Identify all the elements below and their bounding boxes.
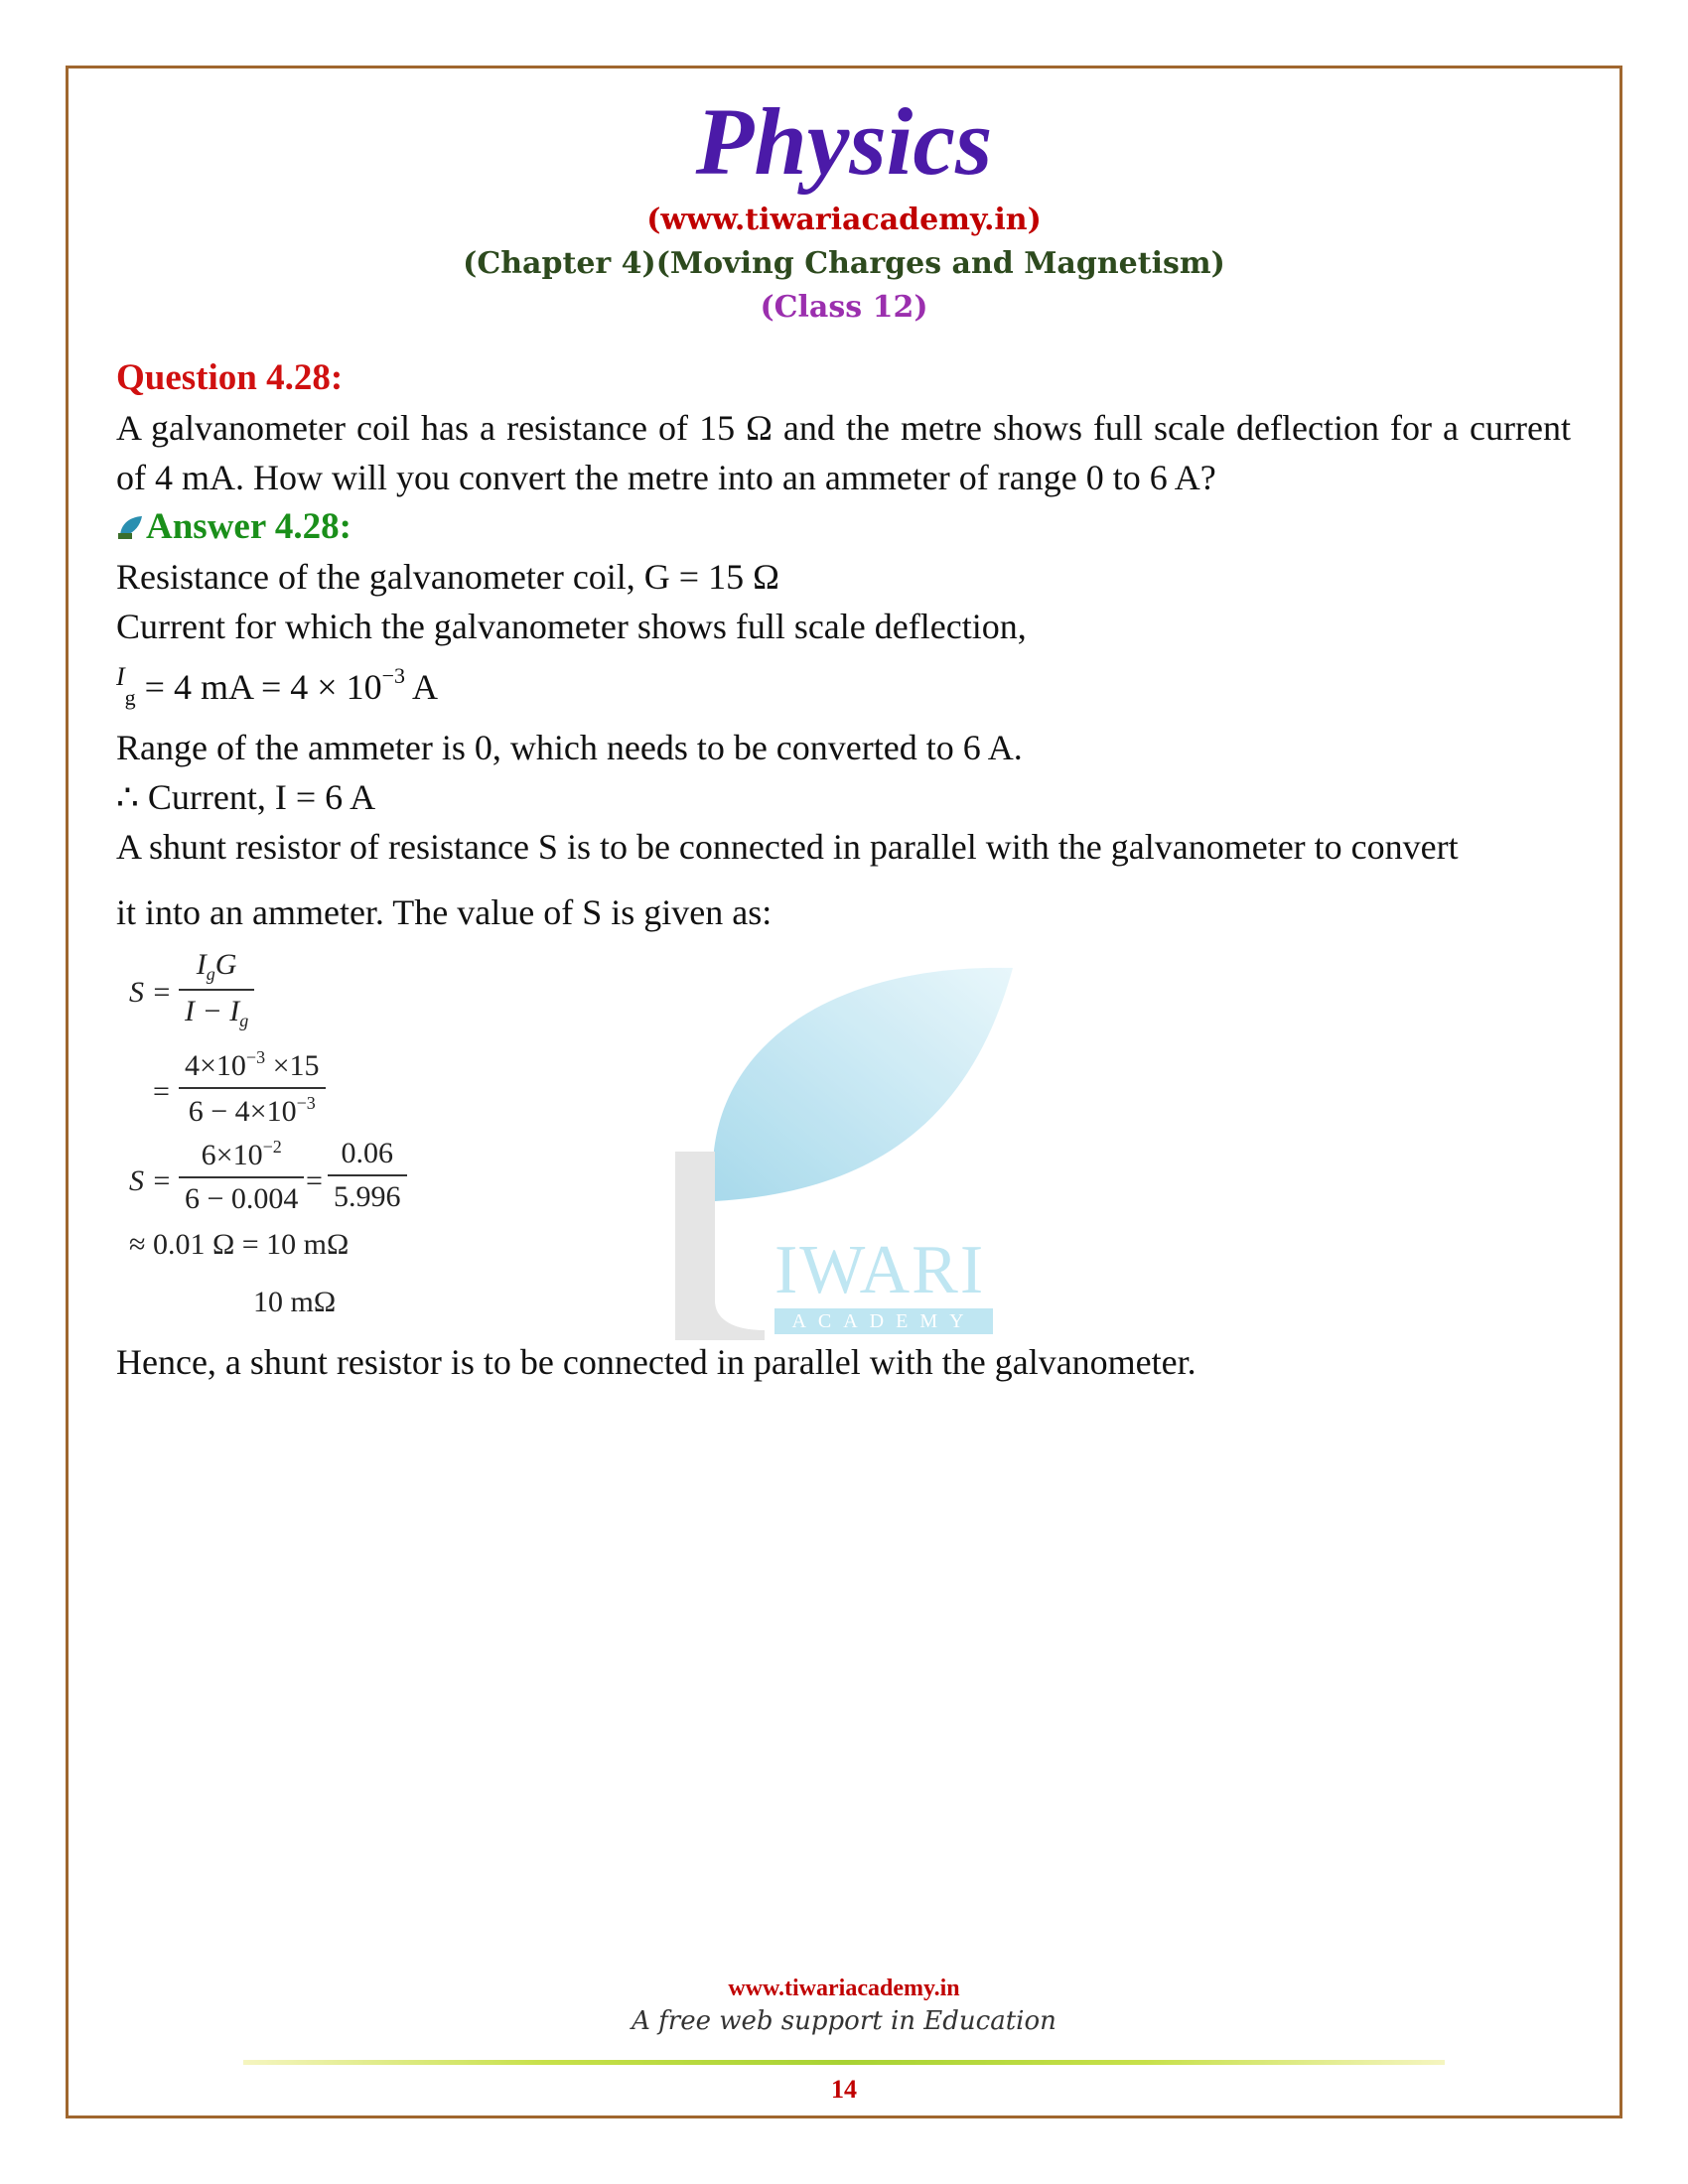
footer-tagline: A free web support in Education (632, 2006, 1056, 2036)
answer-line-total-current: ∴ Current, I = 6 A (116, 777, 376, 817)
f1-den-sub: g (239, 1011, 249, 1030)
formula-fraction-1 (179, 948, 254, 1031)
question-heading: Question 4.28: (116, 357, 344, 398)
answer-line-shunt-cont: it into an ammeter. The value of S is given as: (116, 892, 773, 932)
footer-site-link[interactable]: www.tiwariacademy.in (728, 1976, 960, 2001)
formula-final: 10 mΩ (253, 1286, 337, 1318)
leaf-logo-icon (116, 513, 144, 541)
answer-line-range: Range of the ammeter is 0, which needs to be converted to 6 A. (116, 728, 1023, 767)
ig-exponent: −3 (381, 663, 406, 688)
f1-den: I − I (185, 995, 240, 1027)
watermark-name: IWARI (774, 1232, 986, 1308)
main-content (116, 353, 1571, 937)
watermark-sub: ACADEMY (774, 1308, 993, 1334)
page-footer (66, 1976, 1622, 2036)
f2-num-b: ×15 (265, 1049, 320, 1082)
f2-den-exp: −3 (296, 1093, 316, 1113)
class-label: (Class 12) (760, 290, 928, 325)
ig-subscript: g (124, 685, 136, 710)
footer-divider (243, 2060, 1445, 2065)
formula-eq-1: = (153, 1075, 170, 1108)
f4-num: 0.06 (341, 1137, 393, 1169)
f4-den: 5.996 (328, 1174, 407, 1214)
ig-symbol: I (116, 662, 125, 691)
formula-approx: ≈ 0.01 Ω = 10 mΩ (129, 1228, 350, 1261)
answer-line-current: Current for which the galvanometer shows full scale deflection, (116, 607, 1027, 646)
formula-eq-2: = (306, 1164, 323, 1197)
f2-den-a: 6 − 4×10 (188, 1095, 297, 1128)
ig-unit: A (405, 667, 439, 707)
page-title: Physics (695, 88, 993, 195)
f3-den: 6 − 0.004 (179, 1176, 304, 1216)
question-text: A galvanometer coil has a resistance of 15 Ω and the metre shows full scale deflection for a current of 4 mA. How will you convert the metre into an ammeter of range 0 to 6 A? (116, 408, 1571, 497)
formula-block (129, 948, 526, 1325)
f3-num-a: 6×10 (201, 1139, 263, 1171)
f1-num-g: G (214, 948, 237, 981)
formula-fraction-2 (179, 1047, 326, 1129)
answer-line-ig (116, 651, 1571, 723)
ig-value: = 4 mA = 4 × 10 (135, 667, 382, 707)
f2-num-a: 4×10 (185, 1049, 246, 1082)
formula-s-label-2: S = (129, 1164, 172, 1197)
answer-conclusion: Hence, a shunt resistor is to be connected in parallel with the galvanometer. (116, 1342, 1196, 1382)
page-number: 14 (831, 2075, 857, 2104)
formula-fraction-4 (328, 1137, 407, 1214)
f2-num-exp: −3 (245, 1047, 266, 1067)
formula-fraction-3 (179, 1137, 304, 1216)
page-header (66, 87, 1622, 330)
chapter-label: (Chapter 4)(Moving Charges and Magnetism) (463, 246, 1225, 281)
answer-line-resistance: Resistance of the galvanometer coil, G = 15 Ω (116, 557, 779, 597)
answer-heading-row (116, 502, 1571, 552)
formula-s-label-1: S = (129, 976, 172, 1009)
answer-heading: Answer 4.28: (146, 506, 352, 547)
site-link[interactable]: (www.tiwariacademy.in) (646, 203, 1042, 237)
f3-num-exp: −2 (262, 1137, 282, 1157)
answer-line-shunt: A shunt resistor of resistance S is to be connected in parallel with the galvanometer to convert (116, 827, 1459, 867)
f1-num-sub: g (206, 964, 215, 984)
f1-num-i: I (196, 948, 207, 981)
